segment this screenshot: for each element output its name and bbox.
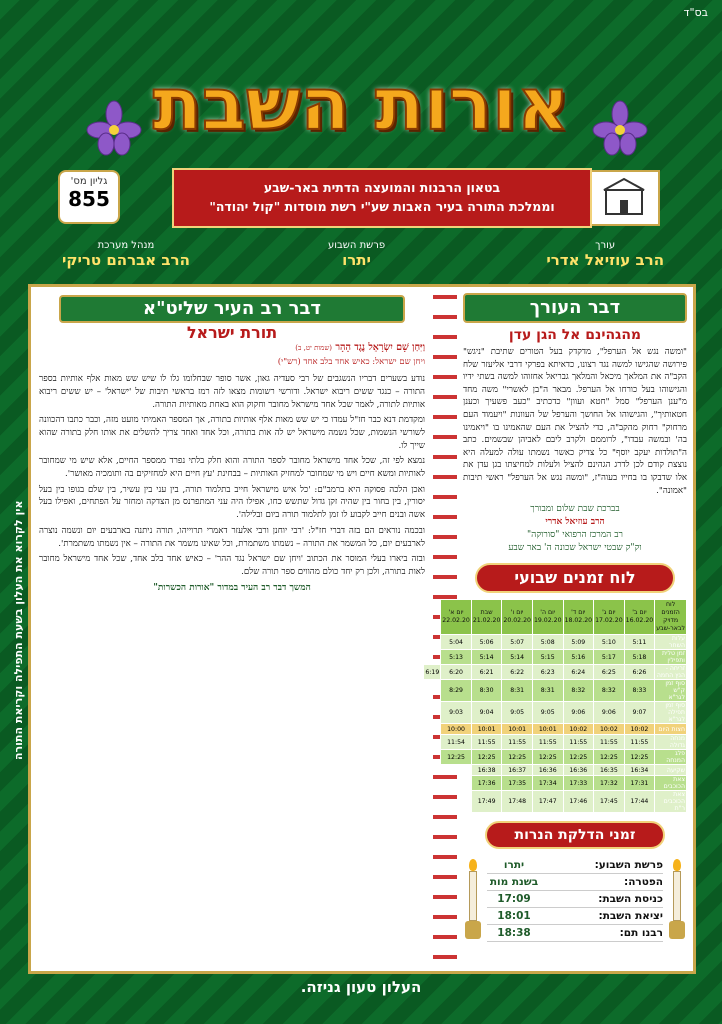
- zmanim-cell: 16:34: [624, 765, 655, 776]
- zmanim-cell: 5:06: [471, 635, 502, 650]
- editor-role: עורך: [595, 240, 616, 251]
- zmanim-row-label: מנחה גדולה: [655, 735, 687, 750]
- zmanim-cell: 11:55: [532, 735, 563, 750]
- zmanim-cell: 12:25: [471, 750, 502, 765]
- zmanim-cell: 17:44: [624, 791, 655, 813]
- building-icon: [600, 176, 648, 220]
- zmanim-row-label: זמן טלית ותפילין: [655, 650, 687, 665]
- newsletter-title: אורות השבת: [152, 62, 570, 146]
- zmanim-day-header: יום ד' 18.02.20: [563, 600, 594, 635]
- zmanim-row-label: צאת הכוכבים ר"ת: [655, 791, 687, 813]
- editor-signature: [463, 503, 687, 555]
- bsd-mark: בס"ד: [683, 6, 708, 19]
- zmanim-row: [424, 765, 687, 776]
- zmanim-cell: 8:31: [502, 680, 533, 702]
- zmanim-cell: 6:19: [424, 665, 441, 680]
- candles-table: [487, 857, 663, 942]
- editor-column: [425, 287, 693, 971]
- zmanim-cell: 10:01: [502, 724, 533, 735]
- zmanim-cell: 17:36: [471, 776, 502, 791]
- candles-ribbon: זמני הדלקת הנרות: [485, 821, 665, 849]
- zmanim-day-header: יום ב' 16.02.20: [624, 600, 655, 635]
- zmanim-cell: 16:35: [594, 765, 625, 776]
- zmanim-row-label: סוף זמן ק"ש לגר"א: [655, 680, 687, 702]
- zmanim-cell: 17:48: [502, 791, 533, 813]
- zmanim-cell: 17:34: [532, 776, 563, 791]
- article-paragraph: ומקדמת דנא כבר חז"ל עמדו כי יש שש מאות אלף אותיות בתורה, אך המספר האמיתי מועט מזה, וכבר כתבו דהכוונה לשורשי הנשמות, שכל נשמה מישראל יש לה אות בתורה, וכל אחד ואחד צריך להשלים את אותו חלק בתורה שהוא שייך לו.: [39, 415, 425, 451]
- zmanim-cell: 10:02: [563, 724, 594, 735]
- side-notice: אין לקרוא את העלון בשעת התפילה וקריאת התורה: [12, 500, 25, 760]
- zmanim-cell: 17:47: [532, 791, 563, 813]
- zmanim-row: [424, 776, 687, 791]
- candles-label: כניסת השבת:: [598, 893, 663, 906]
- zmanim-cell: 9:06: [563, 702, 594, 724]
- zmanim-cell: 17:31: [624, 776, 655, 791]
- zmanim-row: [424, 750, 687, 765]
- zmanim-corner: לוח הזמנים מדויק לבאר-שבע: [655, 600, 687, 635]
- zmanim-cell: 16:38: [471, 765, 502, 776]
- editor-text: "ומשה נגש אל הערפל", מדקדק בעל הטורים שתיבת "ניגש" פירושה שהגישו למשה נגד רצונו, כדאיתא בפרקי דרבי אליעזר שלח הקב"ה את המלאך מיכאל והמלאך גבריאל אחזוהו למשה בשתי ידיו והגישוהו בעל כורחו אל הערפל. מבאר ה"בן לאשרי" משה מחד מ"ענן הערפל" סמל "חטא ועוון" כדכתיב "כעב פשעיך וכענן חטאותיך", והגישוהו אל החושך והערפל של העוונות "ויעמוד העם מרחוק" רחוק מהקב"ה, כדי להציל את העם שהאמינו בו "ויאמינו בה' ובמשה עבדו", לרוממם ולקרב ליבם לאביהן שבשמים. כתב ה"תולדות יעקב יוסף" כל צדיק כאשר נשמתו עולה למעלה היא נוצצת קודם לכן לדרג הגהינם להציל ולעלות למחיצתו בגן עדן את אלו שדבקו בו בחייו בעוה"ז, "ומשה נגש אל הערפל" ראשי תיבות "אמונה".: [463, 347, 687, 496]
- zmanim-cell: 9:05: [502, 702, 533, 724]
- zmanim-cell: 10:02: [594, 724, 625, 735]
- pasuk-text: וַיִּחַן שָׁם יִשְׂרָאֵל נֶגֶד הָהָר: [335, 341, 425, 353]
- candles-box: [463, 855, 687, 947]
- candles-value: בשנת מות: [489, 876, 539, 889]
- parasha-name: יתרו: [342, 251, 371, 269]
- zmanim-cell: 8:32: [594, 680, 625, 702]
- zmanim-row: [424, 735, 687, 750]
- zmanim-cell: 6:20: [441, 665, 472, 680]
- zmanim-cell: 12:25: [563, 750, 594, 765]
- candle-icon: [465, 859, 481, 943]
- sign-role: רב המרכז הרפואי "סורוקה": [527, 530, 623, 541]
- sign-greeting: בברכת שבת שלום ומבורך: [530, 504, 620, 515]
- zmanim-cell: 12:25: [594, 750, 625, 765]
- zmanim-cell: 5:08: [532, 635, 563, 650]
- zmanim-cell: 11:55: [624, 735, 655, 750]
- article-paragraph: נודע בשערים דבריו הנשגבים של רבי סעדיה גאון, אשר סופר שבחלומו גלו לו שיש שש מאות אלף אותיות בספר התורה – כנגד ששים ריבוא ישראל. ודורשי רשומות מצאו לזה רמז בראשי תיבות של 'ישראל' – יש ששים ריבוא אותיות לתורה, לאמר שכל אחד מישראל מחובר וחקוק הוא באחת מאותיות התורה.: [39, 374, 425, 410]
- zmanim-cell: 17:32: [594, 776, 625, 791]
- zmanim-row-label: סוף זמן תפילה לגר"א: [655, 702, 687, 724]
- manager-role: מנהל מערכת: [97, 240, 155, 251]
- candles-label: רבנו תם:: [619, 927, 663, 940]
- zmanim-cell: 9:07: [624, 702, 655, 724]
- zmanim-cell: 5:04: [441, 635, 472, 650]
- article-continuation: המשך דבר רב העיר במדור "אורות הכשרות": [153, 582, 311, 593]
- zmanim-row: [424, 635, 687, 650]
- issue-box: [58, 170, 120, 224]
- zmanim-cell: 5:07: [502, 635, 533, 650]
- zmanim-cell: 17:35: [502, 776, 533, 791]
- zmanim-cell: 5:13: [441, 650, 472, 665]
- zmanim-row: [424, 724, 687, 735]
- rav-header: דבר רב העיר שליט"א: [59, 295, 405, 323]
- zmanim-cell: 12:25: [441, 750, 472, 765]
- pasuk-line: [39, 342, 425, 355]
- zmanim-head-row: [424, 600, 687, 635]
- zmanim-row-label: זריחה - הנץ החמה: [655, 665, 687, 680]
- zmanim-row: [424, 650, 687, 665]
- editor-header: דבר העורך: [463, 293, 687, 323]
- zmanim-cell: 6:25: [594, 665, 625, 680]
- zmanim-cell: 17:46: [563, 791, 594, 813]
- candle-icon: [669, 859, 685, 943]
- zmanim-cell: 8:32: [563, 680, 594, 702]
- parasha-role: פרשת השבוע: [328, 240, 386, 251]
- zmanim-day-header: שבת 21.02.20: [471, 600, 502, 635]
- footer-notice: העלון טעון גניזה.: [300, 978, 422, 996]
- zmanim-cell: 11:54: [441, 735, 472, 750]
- zmanim-cell: 12:25: [502, 750, 533, 765]
- editor-subtitle: מהגהינם אל הגן עדן: [508, 327, 642, 343]
- candles-value: יתרו: [503, 859, 525, 872]
- article-paragraph: ובזה ביארו בעלי המוסר את הכתוב 'ויחן שם ישראל נגד ההר' – כאיש אחד בלב אחד, שכל אחד מישראל מחובר לאות בתורה, ולכן רק יחד כולם מהווים ספר תורה שלם.: [39, 554, 425, 577]
- sign-name: הרב עוזיאל אדרי: [545, 517, 605, 528]
- candles-label: יציאת השבת:: [598, 910, 663, 923]
- article-paragraph: נמצא לפי זה, שכל אחד מישראל מחובר לספר התורה והוא חלק בלתי נפרד ממספר החיים, אלא שיש מי שמחובר לאותיות ומשא חיים ויש מי שמחובר למחזיק האותיות – בבחינת 'עץ חיים היא למחזיקים בה ותומכיה מאושר'.: [39, 456, 425, 480]
- zmanim-row-label: שקיעה: [655, 765, 687, 776]
- editor-credit: [546, 240, 664, 269]
- zmanim-row-label: עלות השחר: [655, 635, 687, 650]
- zmanim-cell: 16:37: [502, 765, 533, 776]
- zmanim-row-label: פלג המנחה: [655, 750, 687, 765]
- candles-value: 18:38: [497, 927, 531, 940]
- issue-label: גליון מס': [70, 176, 108, 187]
- zmanim-cell: 10:01: [471, 724, 502, 735]
- zmanim-row: [424, 680, 687, 702]
- zmanim-cell: 6:22: [502, 665, 533, 680]
- zmanim-row: [424, 665, 687, 680]
- subtitle-line-1: בטאון הרבנות והמועצה הדתית באר-שבע: [263, 180, 501, 195]
- zmanim-cell: 17:45: [594, 791, 625, 813]
- zmanim-cell: 11:55: [502, 735, 533, 750]
- zmanim-body: [424, 635, 687, 813]
- parasha-credit: [328, 240, 385, 269]
- zmanim-cell: 5:09: [563, 635, 594, 650]
- zmanim-cell: 17:33: [563, 776, 594, 791]
- zmanim-cell: 8:30: [471, 680, 502, 702]
- zmanim-row-label: חצות היום: [655, 724, 687, 735]
- zmanim-cell: 6:26: [624, 665, 655, 680]
- zmanim-cell: 5:18: [624, 650, 655, 665]
- zmanim-row: [424, 791, 687, 813]
- zmanim-row: [424, 702, 687, 724]
- candles-value: 18:01: [497, 910, 531, 923]
- manager-credit: [62, 240, 190, 269]
- zmanim-cell: 16:36: [563, 765, 594, 776]
- zmanim-cell: 8:33: [624, 680, 655, 702]
- rav-article: [31, 287, 433, 971]
- zmanim-cell: 17:49: [471, 791, 502, 813]
- candles-label: הפטרה:: [624, 876, 663, 889]
- zmanim-cell: 12:25: [532, 750, 563, 765]
- candles-row: [487, 908, 663, 925]
- zmanim-day-header: יום ו' 20.02.20: [502, 600, 533, 635]
- zmanim-cell: 6:24: [563, 665, 594, 680]
- zmanim-cell: 11:55: [594, 735, 625, 750]
- zmanim-ribbon: לוח זמנים שבועי: [475, 563, 675, 593]
- zmanim-cell: 12:25: [624, 750, 655, 765]
- sign-role-2: וק"ק שבטי ישראל שכונה ה' באר שבע: [508, 543, 642, 554]
- zmanim-cell: 6:21: [471, 665, 502, 680]
- zmanim-day-header: יום ג' 17.02.20: [594, 600, 625, 635]
- zmanim-cell: 5:11: [624, 635, 655, 650]
- zmanim-cell: 5:10: [594, 635, 625, 650]
- candles-row: [487, 874, 663, 891]
- zmanim-cell: 11:55: [563, 735, 594, 750]
- article-paragraph: ובכמה נוראים הם בזה דברי חז"ל: 'רבי יוחנן ורבי אלעזר דאמרי תרוייהו, תורה ניתנה בארבעים יום ונשמה נוצרה לארבעים יום, כל המשמר את התורה – נשמתו משתמרת, וכל שאינו משמר את התורה – אין נשמתו משתמרת'.: [39, 525, 425, 549]
- zmanim-row-label: צאת הכוכבים: [655, 776, 687, 791]
- zmanim-cell: 9:03: [441, 702, 472, 724]
- zmanim-cell: 9:05: [532, 702, 563, 724]
- zmanim-cell: 5:14: [502, 650, 533, 665]
- zmanim-cell: 5:15: [532, 650, 563, 665]
- zmanim-cell: 8:31: [532, 680, 563, 702]
- credits-bar: [38, 240, 684, 274]
- candles-row: [487, 925, 663, 942]
- zmanim-cell: 10:00: [441, 724, 472, 735]
- manager-name: הרב אברהם טריקי: [62, 251, 190, 269]
- zmanim-table: [423, 599, 687, 813]
- zmanim-cell: 9:04: [471, 702, 502, 724]
- zmanim-cell: 11:55: [471, 735, 502, 750]
- candles-row: [487, 857, 663, 874]
- zmanim-cell: 10:01: [532, 724, 563, 735]
- kol-yehuda-logo: [588, 170, 660, 226]
- zmanim-cell: 10:02: [624, 724, 655, 735]
- zmanim-cell: 5:17: [594, 650, 625, 665]
- zmanim-cell: 5:14: [471, 650, 502, 665]
- zmanim-cell: 16:36: [532, 765, 563, 776]
- subtitle-line-2: וממלכת התורה בעיר האבות שע"י רשת מוסדות "קול יהודה": [209, 199, 555, 214]
- zmanim-cell: 9:06: [594, 702, 625, 724]
- zmanim-cell: 6:23: [532, 665, 563, 680]
- article-paragraph: ואכן הלכה פסוקה היא ברמב"ם: 'כל איש מישראל חייב בתלמוד תורה, בין עני בין עשיר, בין שלם בגופו בין בעל יסורין, בין בחור בין שהיה זקן גדול שתשש כחו, אפילו היה עני המתפרנס מן הצדקה ומחזר על הפתחים, ואפילו בעל אשה ובנים חייב לקבוע לו זמן לתלמוד תורה ביום ובלילה'.: [39, 484, 425, 521]
- pasuk-ref: (שמות יט, ב): [295, 343, 333, 352]
- pasuk-comment: ויחן שם ישראל: כאיש אחד בלב אחד (רש"י): [277, 357, 425, 368]
- zmanim-cell: 8:29: [441, 680, 472, 702]
- zmanim-day-header: יום א' 22.02.20: [441, 600, 472, 635]
- issue-number: 855: [68, 187, 110, 211]
- candles-value: 17:09: [497, 893, 531, 906]
- rav-subtitle: תורת ישראל: [186, 323, 278, 342]
- content-panel: [28, 284, 696, 974]
- candles-row: [487, 891, 663, 908]
- candles-label: פרשת השבוע:: [594, 859, 663, 872]
- zmanim-day-header: יום ה' 19.02.20: [532, 600, 563, 635]
- subtitle-banner: [172, 168, 592, 228]
- zmanim-cell: 5:16: [563, 650, 594, 665]
- editor-name: הרב עוזיאל אדרי: [546, 251, 664, 269]
